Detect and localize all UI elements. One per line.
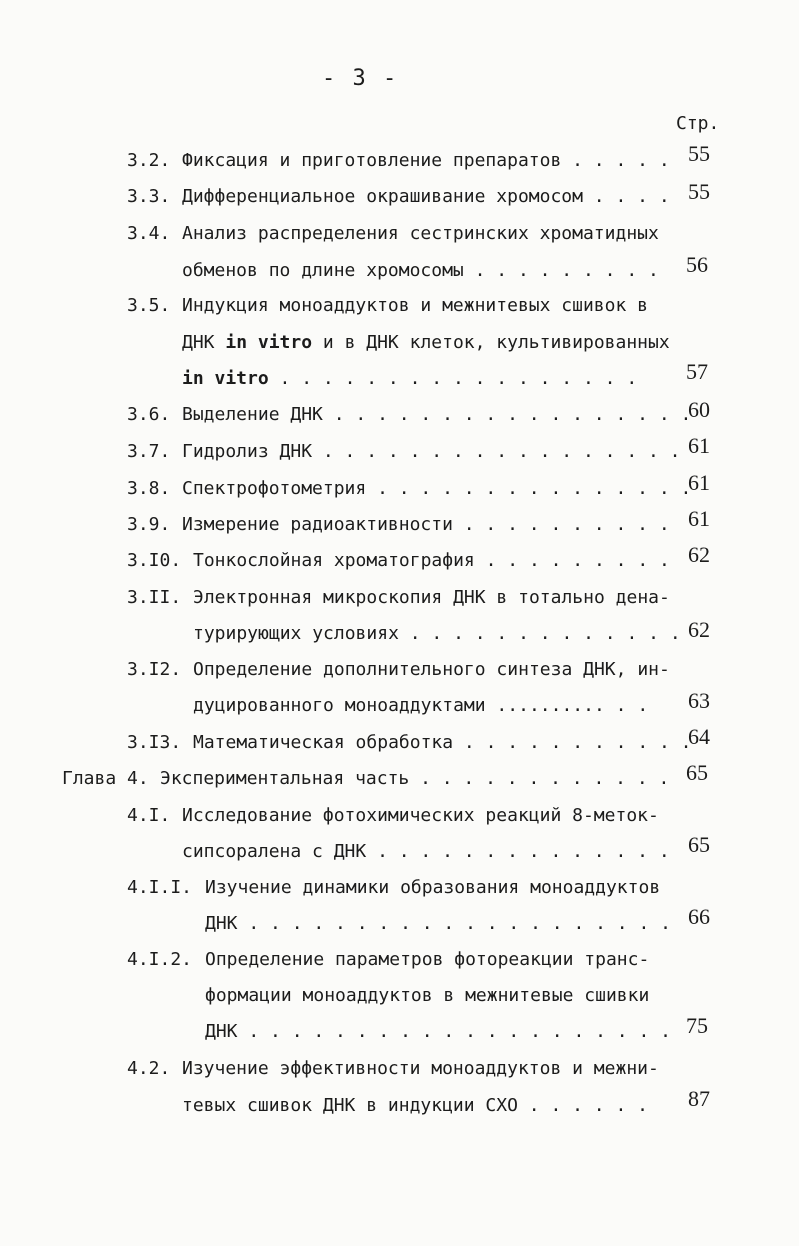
toc-page-4-1-1: 66 [688,904,710,929]
toc-label-4-1-1: 4.I.I. [127,877,193,898]
toc-title-3-4-l2: обменов по длине хромосомы . . . . . . . . . [182,260,659,281]
toc-title-3-5-l3b: . . . . . . . . . . . . . . . . . [279,368,638,389]
toc-title-4-1-1-l1: Изучение динамики образования моноаддуктов [205,877,661,898]
toc-title-3-9: Измерение радиоактивности . . . . . . . . . . [182,514,670,535]
toc-title-3-8: Спектрофотометрия . . . . . . . . . . . . . . . [182,478,692,499]
toc-page-3-12: 63 [688,688,710,713]
toc-title-3-10: Тонкослойная хроматография . . . . . . . . . [193,550,670,571]
toc-page-chapter-4: 65 [686,760,708,785]
toc-title-4-1-2-l2: формации моноаддуктов в межнитевые сшивки [205,985,650,1006]
toc-label-3-2: 3.2. [127,150,171,171]
toc-title-3-5-l2a: ДНК [182,332,215,353]
toc-title-4-1-2-l3: ДНК . . . . . . . . . . . . . . . . . . . . [205,1021,671,1042]
toc-title-3-12-l2: дуцированного моноаддуктами .......... . . [193,695,649,716]
toc-title-4-1-l1: Исследование фотохимических реакций 8-меток- [182,805,659,826]
toc-page-3-3: 55 [688,179,710,204]
toc-page-3-6: 60 [688,397,710,422]
toc-title-3-5-l2b: in vitro [225,332,313,353]
toc-title-3-6: Выделение ДНК . . . . . . . . . . . . . . . . . [182,404,692,425]
toc-label-chapter-4: Глава 4. [62,768,149,789]
toc-page-3-7: 61 [688,433,710,458]
toc-title-3-5-l1: Индукция моноаддуктов и межнитевых сшивок в [182,295,648,316]
toc-title-3-11-l2: турирующих условиях . . . . . . . . . . . . . [193,623,681,644]
toc-page-3-2: 55 [688,141,710,166]
toc-title-4-1-l2: сипсоралена с ДНК . . . . . . . . . . . . . . [182,841,670,862]
toc-title-3-13: Математическая обработка . . . . . . . . . . . [193,732,692,753]
toc-label-3-11: 3.II. [127,587,182,608]
toc-title-3-4-l1: Анализ распределения сестринских хроматидных [182,223,659,244]
toc-label-3-8: 3.8. [127,478,171,499]
toc-page-3-8: 61 [688,470,710,495]
toc-label-3-3: 3.3. [127,186,171,207]
toc-label-3-7: 3.7. [127,441,171,462]
toc-page-3-9: 61 [688,506,710,531]
toc-page-3-13: 64 [688,724,710,749]
toc-label-3-5: 3.5. [127,295,171,316]
toc-title-3-12-l1: Определение дополнительного синтеза ДНК, ин- [193,659,670,680]
toc-label-3-10: 3.I0. [127,550,182,571]
toc-title-3-5-l3a: in vitro [182,368,269,389]
toc-page-3-10: 62 [688,542,710,567]
toc-page-4-1: 65 [688,832,710,857]
toc-title-4-2-l2: тевых сшивок ДНК в индукции СХО . . . . . . [182,1095,648,1116]
toc-title-3-5-l2 [182,332,670,354]
toc-title-4-1-2-l1: Определение параметров фотореакции транс- [205,949,650,970]
page-column-label: Стр. [676,113,720,134]
toc-title-3-2: Фиксация и приготовление препаратов . . . . . [182,150,670,171]
toc-page-4-1-2: 75 [686,1013,708,1038]
toc-title-3-3: Дифференциальное окрашивание хромосом . . . . [182,186,670,207]
toc-label-3-4: 3.4. [127,223,171,244]
toc-page-4-2: 87 [688,1086,710,1111]
toc-title-4-1-1-l2: ДНК . . . . . . . . . . . . . . . . . . . . [205,913,671,934]
toc-label-4-1-2: 4.I.2. [127,949,193,970]
toc-label-3-12: 3.I2. [127,659,182,680]
toc-title-3-5-l3 [182,368,637,390]
toc-title-4-2-l1: Изучение эффективности моноаддуктов и межни- [182,1058,659,1079]
toc-page-3-11: 62 [688,617,710,642]
toc-title-3-7: Гидролиз ДНК . . . . . . . . . . . . . . . . . [182,441,681,462]
toc-label-4-2: 4.2. [127,1058,171,1079]
toc-title-3-11-l1: Электронная микроскопия ДНК в тотально дена- [193,587,670,608]
toc-page-3-4: 56 [686,252,708,277]
toc-title-chapter-4: Экспериментальная часть . . . . . . . . . . . . [160,768,670,789]
toc-label-3-6: 3.6. [127,404,171,425]
toc-label-3-13: 3.I3. [127,732,182,753]
toc-title-3-5-l2c: и в ДНК клеток, культивированных [322,332,670,353]
page-number-header: - 3 - [322,66,399,91]
toc-label-4-1: 4.I. [127,805,171,826]
toc-label-3-9: 3.9. [127,514,171,535]
toc-page-3-5: 57 [686,359,708,384]
